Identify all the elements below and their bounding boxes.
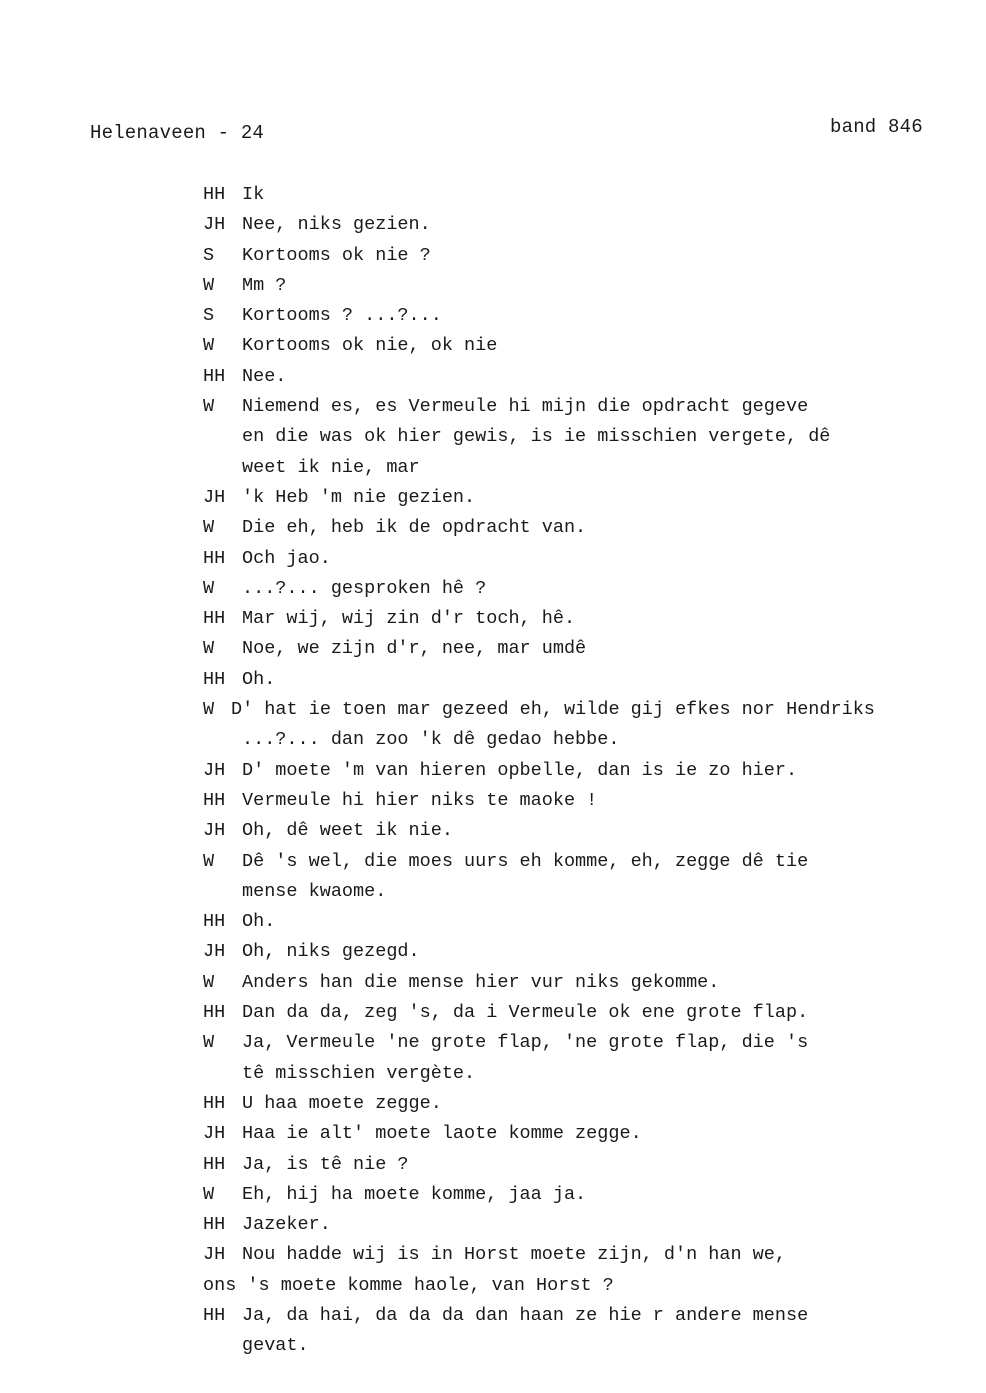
- utterance-text: Noe, we zijn d'r, nee, mar umdê: [242, 638, 587, 660]
- transcript-line: [203, 1301, 973, 1331]
- transcript-line: [203, 1089, 973, 1119]
- utterance-text: Nou hadde wij is in Horst moete zijn, d'n han we,: [242, 1244, 786, 1266]
- transcript-line: [203, 1059, 973, 1089]
- transcript-line: [203, 271, 973, 301]
- speaker-label: HH: [203, 365, 226, 387]
- speaker-label: HH: [203, 1214, 226, 1236]
- transcript-line: [203, 1028, 973, 1058]
- speaker-label: JH: [203, 1123, 226, 1145]
- transcript-line: [203, 180, 973, 210]
- utterance-text: Mm ?: [242, 274, 287, 296]
- utterance-text: mense kwaome.: [242, 880, 387, 902]
- transcript-line: [203, 210, 973, 240]
- transcript-line: [203, 241, 973, 271]
- transcript-line: [203, 756, 973, 786]
- utterance-text: Dê 's wel, die moes uurs eh komme, eh, zegge dê tie: [242, 850, 809, 872]
- speaker-label: HH: [203, 1092, 226, 1114]
- speaker-label: W: [203, 1032, 215, 1054]
- transcript-line: [203, 1271, 973, 1301]
- utterance-text: Jazeker.: [242, 1214, 331, 1236]
- utterance-text: D' moete 'm van hieren opbelle, dan is ie zo hier.: [242, 759, 798, 781]
- transcript-line: [203, 1150, 973, 1180]
- utterance-text: Nee.: [242, 365, 287, 387]
- speaker-label: W: [203, 577, 215, 599]
- transcript-line: [203, 937, 973, 967]
- utterance-text: weet ik nie, mar: [242, 456, 420, 478]
- transcript-line: [203, 998, 973, 1028]
- speaker-label: [203, 1331, 242, 1361]
- speaker-label: [203, 1059, 242, 1089]
- transcript-line: [203, 877, 973, 907]
- utterance-text: Kortooms ? ...?...: [242, 305, 442, 327]
- transcript-line: [203, 301, 973, 331]
- speaker-label: [203, 422, 242, 452]
- speaker-label: JH: [203, 759, 226, 781]
- transcript-line: [203, 665, 973, 695]
- transcript-line: [203, 544, 973, 574]
- utterance-text: 'k Heb 'm nie gezien.: [242, 486, 476, 508]
- speaker-label: [203, 877, 242, 907]
- transcript-line: [203, 331, 973, 361]
- utterance-text: Niemend es, es Vermeule hi mijn die opdracht gegeve: [242, 396, 809, 418]
- utterance-text: Anders han die mense hier vur niks gekomme.: [242, 971, 720, 993]
- utterance-text: Ja, is tê nie ?: [242, 1153, 409, 1175]
- transcript: [203, 180, 973, 1362]
- utterance-text: Nee, niks gezien.: [242, 214, 431, 236]
- transcript-line: [203, 513, 973, 543]
- utterance-text: Dan da da, zeg 's, da i Vermeule ok ene grote flap.: [242, 1002, 809, 1024]
- utterance-text: U haa moete zegge.: [242, 1092, 442, 1114]
- utterance-text: ons 's moete komme haole, van Horst ?: [203, 1274, 614, 1296]
- speaker-label: W: [203, 274, 215, 296]
- utterance-text: Die eh, heb ik de opdracht van.: [242, 517, 587, 539]
- utterance-text: tê misschien vergète.: [242, 1062, 476, 1084]
- speaker-label: HH: [203, 1304, 226, 1326]
- transcript-line: [203, 453, 973, 483]
- speaker-label: W: [203, 699, 215, 721]
- speaker-label: W: [203, 971, 215, 993]
- utterance-text: ...?... dan zoo 'k dê gedao hebbe.: [242, 729, 620, 751]
- speaker-label: HH: [203, 608, 226, 630]
- utterance-text: Ja, da hai, da da da dan haan ze hie r andere mense: [242, 1304, 809, 1326]
- speaker-label: W: [203, 396, 215, 418]
- transcript-line: [203, 816, 973, 846]
- speaker-label: JH: [203, 1244, 226, 1266]
- speaker-label: JH: [203, 941, 226, 963]
- utterance-text: Haa ie alt' moete laote komme zegge.: [242, 1123, 642, 1145]
- utterance-text: Mar wij, wij zin d'r toch, hê.: [242, 608, 576, 630]
- transcript-line: [203, 1119, 973, 1149]
- speaker-label: W: [203, 638, 215, 660]
- speaker-label: HH: [203, 1153, 226, 1175]
- speaker-label: HH: [203, 184, 226, 205]
- transcript-line: [203, 392, 973, 422]
- utterance-text: Oh.: [242, 911, 276, 933]
- utterance-text: D' hat ie toen mar gezeed eh, wilde gij efkes nor Hendriks: [231, 699, 875, 721]
- utterance-text: Oh, niks gezegd.: [242, 941, 420, 963]
- speaker-label: HH: [203, 789, 226, 811]
- speaker-label: W: [203, 335, 215, 357]
- transcript-line: [203, 362, 973, 392]
- utterance-text: Kortooms ok nie, ok nie: [242, 335, 498, 357]
- transcript-line: [203, 1180, 973, 1210]
- transcript-line: [203, 725, 973, 755]
- utterance-text: gevat.: [242, 1335, 309, 1357]
- transcript-line: [203, 847, 973, 877]
- transcript-line: [203, 1240, 973, 1270]
- speaker-label: W: [203, 1183, 215, 1205]
- page-header-location: Helenaveen - 24: [90, 122, 265, 144]
- speaker-label: JH: [203, 486, 226, 508]
- transcript-line: [203, 574, 973, 604]
- speaker-label: W: [203, 850, 215, 872]
- speaker-label: S: [203, 305, 215, 327]
- transcript-line: [203, 422, 973, 452]
- transcript-line: [203, 1210, 973, 1240]
- utterance-text: Oh, dê weet ik nie.: [242, 820, 453, 842]
- utterance-text: Vermeule hi hier niks te maoke !: [242, 789, 598, 811]
- utterance-text: Och jao.: [242, 547, 331, 569]
- utterance-text: Ja, Vermeule 'ne grote flap, 'ne grote flap, die 's: [242, 1032, 809, 1054]
- speaker-label: HH: [203, 668, 226, 690]
- transcript-line: [203, 1331, 973, 1361]
- speaker-label: S: [203, 244, 215, 266]
- transcript-line: [203, 968, 973, 998]
- transcript-line: [203, 786, 973, 816]
- utterance-text: en die was ok hier gewis, is ie misschien vergete, dê: [242, 426, 831, 448]
- speaker-label: [203, 453, 242, 483]
- speaker-label: HH: [203, 547, 226, 569]
- transcript-line: [203, 483, 973, 513]
- speaker-label: W: [203, 517, 215, 539]
- speaker-label: JH: [203, 214, 226, 236]
- speaker-label: JH: [203, 820, 226, 842]
- speaker-label: [203, 725, 242, 755]
- utterance-text: Ik: [242, 184, 265, 205]
- utterance-text: Kortooms ok nie ?: [242, 244, 431, 266]
- utterance-text: Eh, hij ha moete komme, jaa ja.: [242, 1183, 587, 1205]
- transcript-line: [203, 695, 973, 725]
- transcript-line: [203, 604, 973, 634]
- speaker-label: HH: [203, 911, 226, 933]
- page-header-tape: band 846: [830, 116, 923, 138]
- transcript-line: [203, 907, 973, 937]
- speaker-label: HH: [203, 1002, 226, 1024]
- utterance-text: Oh.: [242, 668, 276, 690]
- utterance-text: ...?... gesproken hê ?: [242, 577, 487, 599]
- transcript-line: [203, 634, 973, 664]
